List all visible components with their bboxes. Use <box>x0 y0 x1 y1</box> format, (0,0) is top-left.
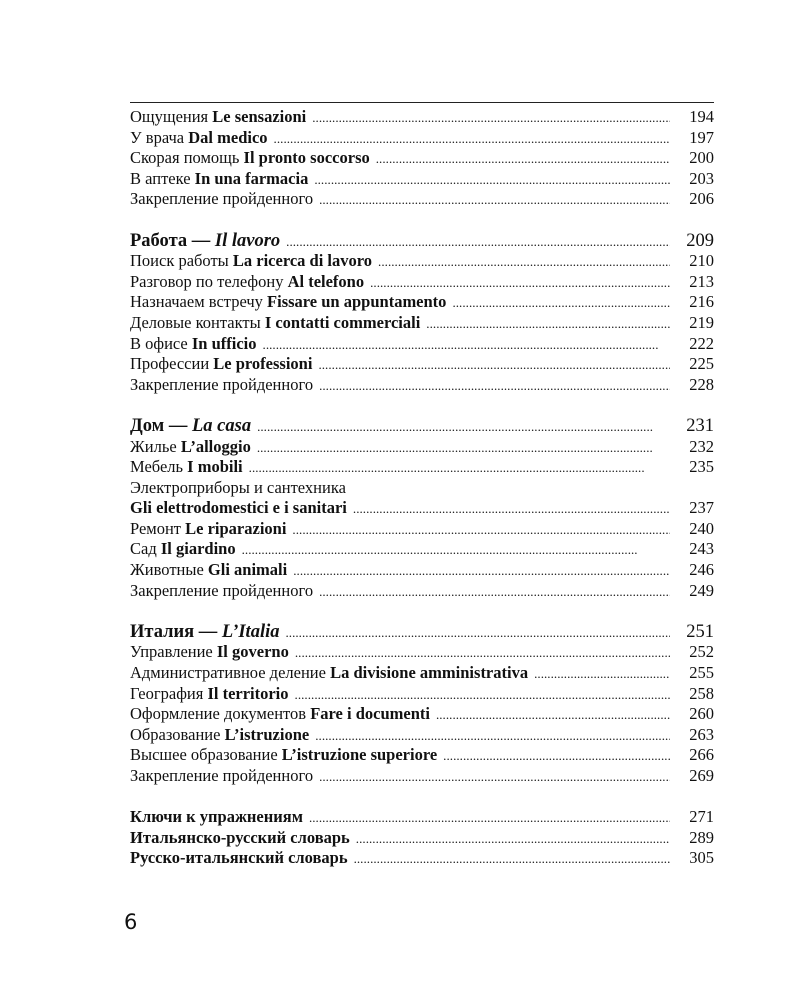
section-heading[interactable]: Италия — L’Italia . . . 251 <box>130 622 714 643</box>
page-ref: 249 <box>689 580 714 600</box>
toc-entry[interactable]: Ремонт Le riparazioni . . . 240 <box>130 519 714 540</box>
toc-entry[interactable]: Мебель I mobili . . . 235 <box>130 457 714 478</box>
section-heading[interactable]: Работа — Il lavoro . . . 209 <box>130 231 714 252</box>
page-ref: 197 <box>689 127 714 147</box>
dot-leader <box>353 499 670 520</box>
dot-leader <box>315 726 670 747</box>
page-ref: 251 <box>686 621 714 642</box>
section-gap <box>130 787 714 808</box>
page-ref: 225 <box>689 354 714 374</box>
dot-leader <box>286 232 670 253</box>
page-ref: 246 <box>689 560 714 580</box>
toc-entry-ru-it-dictionary[interactable]: Русско-итальянский словарь . . . 305 <box>130 848 714 869</box>
dot-leader <box>312 108 670 129</box>
page-ref: 260 <box>689 704 714 724</box>
page-ref: 231 <box>686 415 714 436</box>
toc-entry[interactable]: В аптеке In una farmacia . . . 203 <box>130 169 714 190</box>
page-ref: 252 <box>689 642 714 662</box>
page-ref: 243 <box>689 539 714 559</box>
toc-entry[interactable]: География Il territorio . . . 258 <box>130 684 714 705</box>
page-ref: 305 <box>689 848 714 868</box>
page-ref: 235 <box>689 457 714 477</box>
toc-entry-it-ru-dictionary[interactable]: Итальянско-русский словарь . . . 289 <box>130 828 714 849</box>
page-ref: 271 <box>689 807 714 827</box>
dot-leader <box>292 520 670 541</box>
page-ref: 255 <box>689 663 714 683</box>
page-ref: 263 <box>689 724 714 744</box>
dot-leader <box>274 129 670 150</box>
page-ref: 206 <box>689 189 714 209</box>
toc-entry[interactable]: Жилье L’alloggio . . . 232 <box>130 437 714 458</box>
dot-leader <box>319 376 670 397</box>
dot-leader <box>257 438 670 459</box>
toc-section-home <box>130 416 714 601</box>
page-ref: 222 <box>689 333 714 353</box>
section-gap <box>130 395 714 416</box>
toc-entry[interactable]: Административное деление La divisione amministrativa . . . 255 <box>130 663 714 684</box>
dot-leader <box>263 335 670 356</box>
dot-leader <box>436 705 670 726</box>
toc-entry[interactable]: Закрепление пройденного . . . 228 <box>130 375 714 396</box>
page-ref: 210 <box>689 251 714 271</box>
dot-leader <box>319 582 670 603</box>
dot-leader <box>452 293 670 314</box>
page-ref: 219 <box>689 312 714 332</box>
toc-entry[interactable]: Поиск работы La ricerca di lavoro . . . 210 <box>130 251 714 272</box>
toc-entry-first-line[interactable]: Электроприборы и сантехника <box>130 477 346 497</box>
dot-leader <box>426 314 670 335</box>
page-ref: 269 <box>689 766 714 785</box>
toc-appendix <box>130 807 714 869</box>
toc-group-health <box>130 107 714 210</box>
dot-leader <box>309 808 670 829</box>
dot-leader <box>356 829 670 850</box>
dot-leader <box>249 458 670 479</box>
page-ref: 289 <box>689 827 714 847</box>
toc-entry[interactable]: Деловые контакты I contatti commerciali . . . 219 <box>130 313 714 334</box>
toc-entry-second-line[interactable]: Gli elettrodomestici e i sanitari . . . 237 <box>130 498 714 519</box>
toc-entry[interactable]: У врача Dal medico . . . 197 <box>130 128 714 149</box>
page-ref: 237 <box>689 498 714 518</box>
dot-leader <box>354 849 670 870</box>
page-ref: 228 <box>689 374 714 394</box>
toc-entry[interactable]: Управление Il governo . . . 252 <box>130 642 714 663</box>
toc-section-work <box>130 231 714 396</box>
toc-entry[interactable]: Высшее образование L’istruzione superiore . . . 266 <box>130 745 714 766</box>
dot-leader <box>534 664 670 685</box>
dot-leader <box>370 273 670 294</box>
toc-entry[interactable]: Разговор по телефону Al telefono . . . 213 <box>130 272 714 293</box>
toc-entry[interactable]: Закрепление пройденного . . . 249 <box>130 581 714 602</box>
section-gap <box>130 601 714 622</box>
page-number: 6 <box>124 910 138 934</box>
toc-entry[interactable]: Закрепление пройденного . . . 269 <box>130 766 714 787</box>
page-ref: 216 <box>689 292 714 312</box>
page-ref: 213 <box>689 271 714 291</box>
page-ref: 203 <box>689 168 714 188</box>
toc-entry[interactable]: В офисе In ufficio . . . 222 <box>130 334 714 355</box>
toc-entry[interactable]: Закрепление пройденного . . . 206 <box>130 189 714 210</box>
toc-entry[interactable]: Профессии Le professioni . . . 225 <box>130 354 714 375</box>
table-of-contents <box>130 102 714 869</box>
page-ref: 200 <box>689 148 714 168</box>
page-ref: 194 <box>689 107 714 126</box>
toc-entry[interactable]: Назначаем встречу Fissare un appuntamento . . . 216 <box>130 292 714 313</box>
section-heading[interactable]: Дом — La casa . . . 231 <box>130 416 714 437</box>
toc-entry[interactable]: Сад Il giardino . . . 243 <box>130 539 714 560</box>
toc-entry[interactable]: Скорая помощь Il pronto soccorso . . . 200 <box>130 148 714 169</box>
dot-leader <box>285 623 670 644</box>
dot-leader <box>443 746 670 767</box>
dot-leader <box>257 417 670 438</box>
dot-leader <box>376 149 670 170</box>
section-gap <box>130 210 714 231</box>
dot-leader <box>295 685 670 706</box>
toc-section-italy <box>130 622 714 787</box>
page-ref: 232 <box>689 436 714 456</box>
dot-leader <box>314 170 670 191</box>
toc-entry-keys[interactable]: Ключи к упражнениям . . . 271 <box>130 807 714 828</box>
dot-leader <box>378 252 670 273</box>
dot-leader <box>295 643 670 664</box>
toc-entry[interactable]: Ощущения Le sensazioni . . . 194 <box>130 107 714 128</box>
dot-leader <box>319 767 670 788</box>
dot-leader <box>319 190 670 211</box>
dot-leader <box>318 355 670 376</box>
page-ref: 258 <box>689 683 714 703</box>
page-ref: 266 <box>689 745 714 765</box>
toc-entry[interactable]: Образование L’istruzione . . . 263 <box>130 725 714 746</box>
page-ref: 240 <box>689 518 714 538</box>
page-ref: 209 <box>686 230 714 251</box>
dot-leader <box>242 540 670 561</box>
toc-entry[interactable]: Оформление документов Fare i documenti . . . 260 <box>130 704 714 725</box>
toc-entry[interactable]: Животные Gli animali . . . 246 <box>130 560 714 581</box>
dot-leader <box>293 561 670 582</box>
